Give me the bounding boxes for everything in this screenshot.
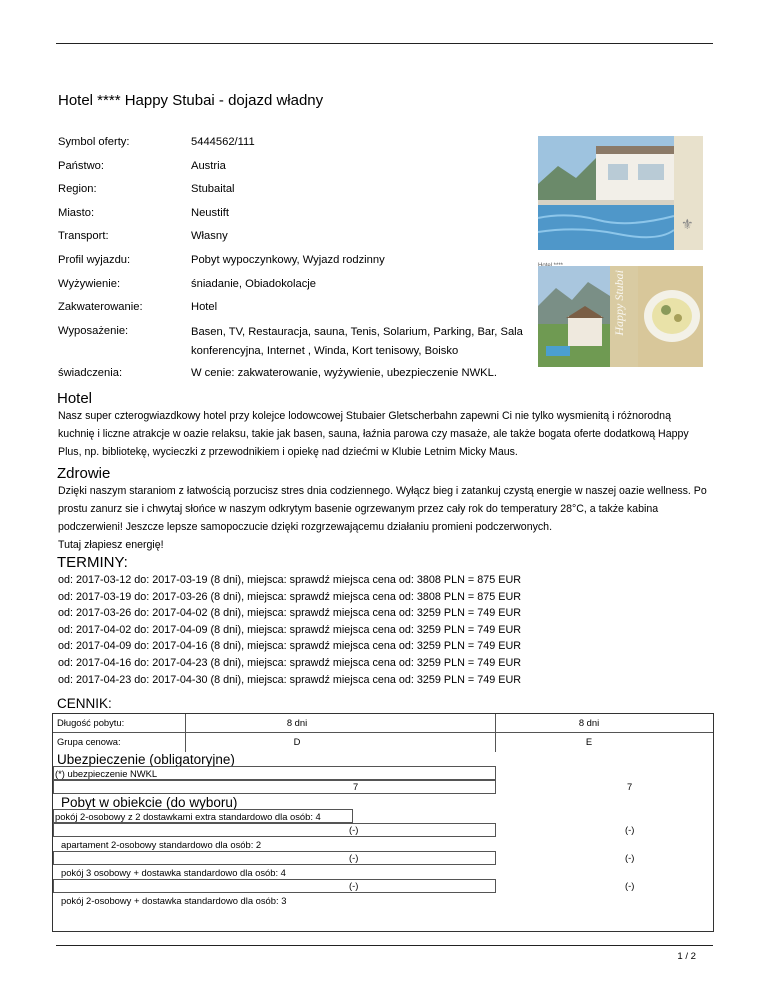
info-value: Stubaital: [191, 183, 235, 196]
group-value-d: D: [293, 736, 301, 747]
page-number: 1 / 2: [677, 951, 696, 962]
section-heading-pricing: CENNIK:: [57, 696, 112, 711]
info-value: Basen, TV, Restauracja, sauna, Tenis, Solarium, Parking, Bar, Sala konferencyjna, Internet , Winda, Kort tenisowy, Boisko: [191, 325, 523, 357]
room-label: pokój 2-osobowy z 2 dostawkami extra standardowo dla osób: 4: [55, 811, 321, 822]
price-table: [52, 713, 714, 932]
info-value: 5444562/111: [191, 136, 255, 148]
insurance-heading: Ubezpieczenie (obligatoryjne): [57, 752, 235, 767]
page-title: Hotel **** Happy Stubai - dojazd władny: [58, 92, 324, 109]
info-label: Zakwaterowanie:: [58, 301, 143, 314]
room-value-e: (-): [625, 852, 635, 863]
health-text-tagline: Tutaj złapiesz energię!: [58, 539, 164, 551]
section-heading-health: Zdrowie: [57, 465, 111, 482]
info-value: Austria: [191, 159, 226, 172]
term-line: od: 2017-04-02 do: 2017-04-09 (8 dni), miejsca: sprawdź miejsca cena od: 3259 PLN = 749 EUR: [58, 623, 522, 636]
term-line: od: 2017-03-12 do: 2017-03-19 (8 dni), miejsca: sprawdź miejsca cena od: 3808 PLN = 875 EUR: [58, 574, 522, 586]
group-value-e: E: [585, 736, 593, 747]
room-value-d: (-): [349, 852, 359, 863]
section-heading-terms: TERMINY:: [57, 554, 128, 571]
room-label: pokój 3 osobowy + dostawka standardowo dla osób: 4: [61, 867, 286, 878]
info-row: [58, 301, 528, 325]
section-heading-hotel: Hotel: [57, 390, 93, 407]
room-value-cell: [53, 879, 496, 893]
term-line: od: 2017-04-09 do: 2017-04-16 (8 dni), miejsca: sprawdź miejsca cena od: 3259 PLN = 749 EUR: [58, 640, 522, 653]
info-label: Miasto:: [58, 206, 95, 219]
info-value: Hotel: [191, 301, 218, 314]
room-value-d: (-): [349, 824, 359, 835]
value-column-divider: [185, 714, 496, 752]
length-value-e: 8 dni: [578, 717, 600, 728]
length-label: Długość pobytu:: [57, 717, 125, 728]
room-value-d: (-): [349, 880, 359, 891]
health-text: Dzięki naszym staraniom z łatwością porzucisz stres dnia codziennego. Wyłącz bieg i zatankuj czystą energie w naszej oazie wellness. Po prostu zanurz sie i chwytaj słońce w naszym odkrytym basenie ogrzewanym przez cały rok do temperatury 28°C, a także kabina podczerwieni! Jeszcze lepsze samopoczucie dzięki rozgrzewającemu działaniu promieni podczerwonych.: [58, 485, 707, 533]
offer-info: [58, 136, 528, 390]
room-value-e: (-): [625, 880, 635, 891]
info-label: świadczenia:: [58, 366, 123, 379]
brochure-cover: [674, 136, 703, 250]
insurance-value-e: 7: [627, 781, 633, 792]
info-value: Pobyt wypoczynkowy, Wyjazd rodzinny: [191, 253, 385, 266]
hotel-brochure-image: [538, 136, 703, 367]
food-photo: [638, 266, 703, 367]
info-value: Neustift: [191, 206, 229, 219]
info-row: [58, 325, 528, 367]
health-description: [58, 482, 708, 554]
crest-icon: ⚜: [681, 216, 694, 232]
pool-photo: [538, 136, 674, 250]
term-line: od: 2017-03-19 do: 2017-03-26 (8 dni), miejsca: sprawdź miejsca cena od: 3808 PLN = 875 EUR: [58, 590, 522, 603]
info-value: śniadanie, Obiadokolacje: [191, 277, 317, 290]
top-rule: [56, 43, 713, 44]
insurance-label: (*) ubezpieczenie NWKL: [55, 768, 158, 779]
room-label: pokój 2-osobowy + dostawka standardowo dla osób: 3: [61, 895, 287, 906]
info-row: [58, 367, 528, 391]
insurance-cell: [53, 766, 496, 780]
term-line: od: 2017-04-23 do: 2017-04-30 (8 dni), miejsca: sprawdź miejsca cena od: 3259 PLN = 749 EUR: [58, 673, 522, 686]
resort-photo: [538, 266, 610, 367]
info-label: Transport:: [58, 230, 109, 243]
insurance-value-d: 7: [353, 781, 359, 792]
insurance-value-cell: [53, 780, 496, 794]
room-value-cell: [53, 823, 496, 837]
room-cell: [53, 809, 353, 823]
room-value-e: (-): [625, 824, 635, 835]
room-label: apartament 2-osobowy standardowo dla osób: 2: [61, 839, 262, 850]
term-line: od: 2017-04-16 do: 2017-04-23 (8 dni), miejsca: sprawdź miejsca cena od: 3259 PLN = 749 EUR: [58, 656, 522, 669]
info-value: Własny: [191, 230, 228, 243]
group-label: Grupa cenowa:: [57, 736, 121, 747]
term-line: od: 2017-03-26 do: 2017-04-02 (8 dni), miejsca: sprawdź miejsca cena od: 3259 PLN = 749 EUR: [58, 607, 522, 620]
brochure-middle: [610, 266, 638, 367]
room-value-cell: [53, 851, 496, 865]
info-label: Wyposażenie:: [58, 324, 129, 337]
info-label: Wyżywienie:: [58, 277, 121, 290]
stay-heading: Pobyt w obiekcie (do wyboru): [61, 795, 238, 810]
brochure-side-text: Happy Stubai: [612, 270, 626, 336]
info-value: W cenie: zakwaterowanie, wyżywienie, ubezpieczenie NWKL.: [191, 366, 497, 379]
info-label: Profil wyjazdu:: [58, 253, 131, 266]
terms-list: [58, 572, 521, 688]
info-label: Symbol oferty:: [58, 136, 130, 148]
length-value-d: 8 dni: [286, 717, 308, 728]
brochure-caption-strip: [538, 254, 703, 264]
hotel-description: Nasz super czterogwiazdkowy hotel przy kolejce lodowcowej Stubaier Gletscherbahn zapewni Ci nie tylko wysmienitą i różnorodną kuchnię i liczne atrakcje w oazie relaksu, takie jak basen, sauna, łaźnia parowa czy masaże, ale także bogata oferte dodatkową Happy Plus, np. bibliotekę, wycieczki z przewodnikiem i opiekę nad dziećmi w Klubie Letnim Micky Maus.: [58, 410, 689, 458]
info-label: Państwo:: [58, 159, 105, 172]
info-label: Region:: [58, 183, 97, 196]
bottom-rule: [56, 945, 713, 946]
